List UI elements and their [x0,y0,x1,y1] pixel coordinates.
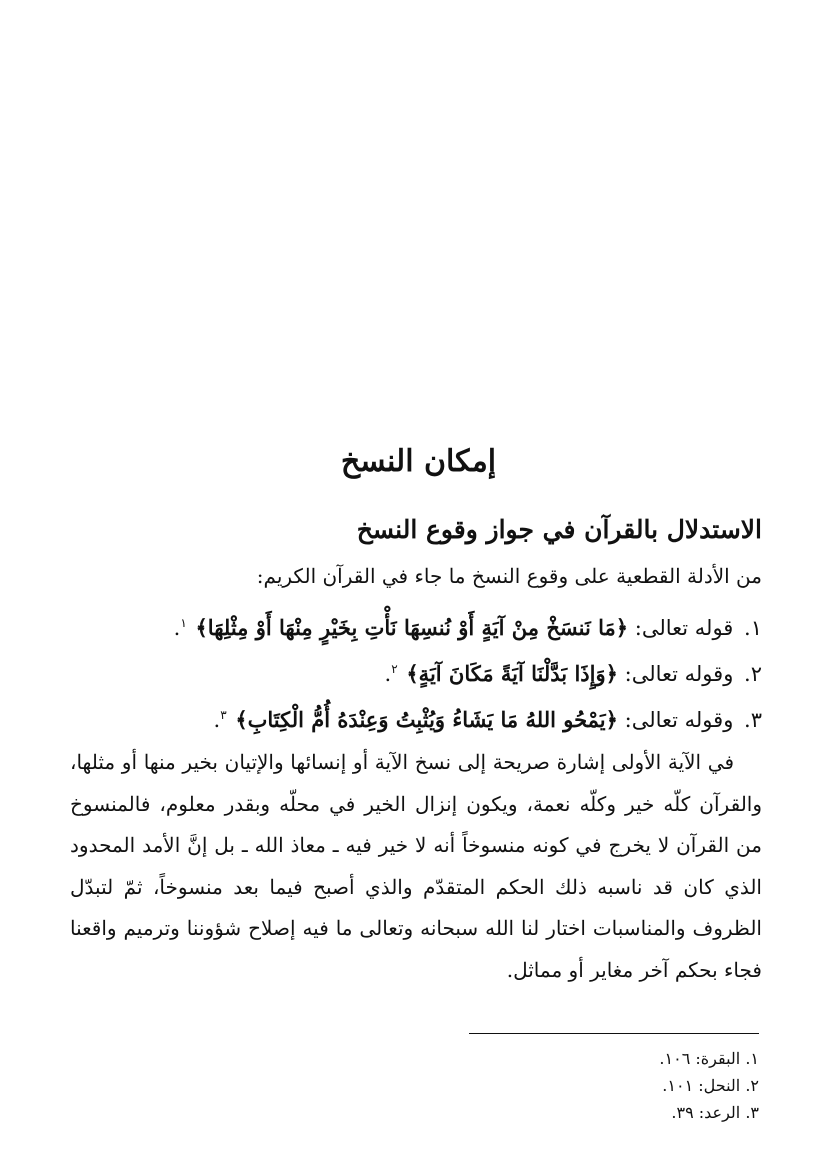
verse-item [72,600,762,646]
verse-quote: ﴿وَإِذَا بَدَّلْنَا آيَةً مَكَانَ آيَةٍ﴾ [406,661,618,686]
intro-paragraph: من الأدلة القطعية على وقوع النسخ ما جاء في القرآن الكريم: [256,564,762,588]
footnote-ref: ١ [180,616,187,630]
verse-quote: ﴿يَمْحُو اللهُ مَا يَشَاءُ وَيُثْبِتُ وَعِنْدَهُ أُمُّ الْكِتَابِ﴾ [235,707,618,732]
verse-item [72,646,762,692]
verse-number: ١. [744,616,762,640]
footnote-item: ١. البقرة: ١٠٦. [659,1049,759,1068]
verse-lead: وقوله تعالى: [624,662,734,686]
section-heading: الاستدلال بالقرآن في جواز وقوع النسخ [356,515,762,544]
page-title: إمكان النسخ [340,444,497,479]
verse-item [72,692,762,738]
verse-lead: وقوله تعالى: [624,708,734,732]
footnote-divider [469,1033,759,1034]
verse-end: . [384,662,392,686]
body-paragraph: في الآية الأولى إشارة صريحة إلى نسخ الآية أو إنسائها والإتيان بخير منها أو مثلها، والقرآن كلّه خير وكلّه نعمة، ويكون إنزال الخير في محلّه وبقدر معلوم، فالمنسوخ من القرآن لا يخرج في كونه منسوخاً أنه لا خير فيه ـ معاذ الله ـ بل إنَّ الأمد المحدود الذي كان قد ناسبه ذلك الحكم المتقدّم والذي أصبح فيما بعد منسوخاً، ثمّ لتبدّل الظروف والمناسبات اختار لنا الله سبحانه وتعالى ما فيه إصلاح شؤوننا وترميم واقعنا فجاء بحكم آخر مغاير أو مماثل. [70,750,762,982]
footnote-item: ٢. النحل: ١٠١. [662,1076,759,1095]
verse-quote: ﴿مَا نَنسَخْ مِنْ آيَةٍ أَوْ نُنسِهَا نَأْتِ بِخَيْرٍ مِنْهَا أَوْ مِثْلِهَا﴾ [195,615,629,640]
footnote-ref: ٣ [220,708,227,722]
verse-number: ٢. [744,662,762,686]
verse-end: . [213,708,221,732]
footnote-list [359,1045,759,1126]
footnote-item: ٣. الرعد: ٣٩. [671,1103,759,1122]
verse-lead: قوله تعالى: [634,616,734,640]
footnote-ref: ٢ [391,662,398,676]
verse-end: . [173,616,181,640]
verse-number: ٣. [744,708,762,732]
verse-list [72,600,762,738]
